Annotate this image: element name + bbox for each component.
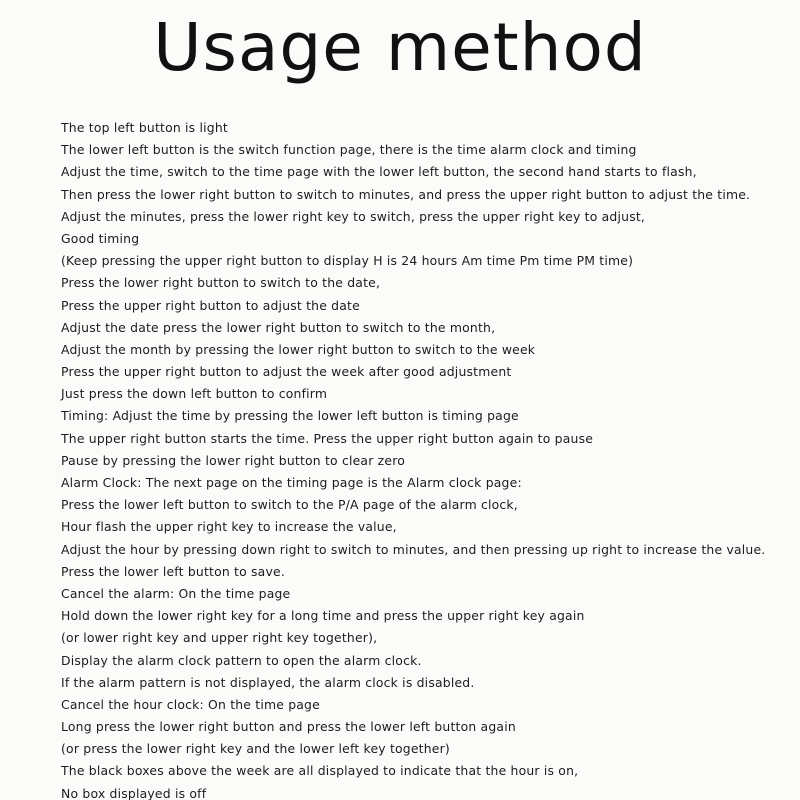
instruction-list [61, 117, 791, 800]
instruction-line: Alarm Clock: The next page on the timing page is the Alarm clock page: [61, 475, 522, 490]
instruction-line: Long press the lower right button and press the lower left button again [61, 719, 516, 735]
instruction-line: No box displayed is off [61, 785, 207, 800]
instruction-line: The black boxes above the week are all displayed to indicate that the hour is on, [61, 763, 579, 779]
instruction-line: Display the alarm clock pattern to open the alarm clock. [61, 652, 422, 668]
instruction-line: Adjust the hour by pressing down right to switch to minutes, and then pressing up right to increase the value. [61, 541, 766, 557]
instruction-line: Press the lower right button to switch to the date, [61, 275, 381, 291]
instruction-line: Good timing [61, 230, 140, 246]
instruction-line: (Keep pressing the upper right button to display H is 24 hours Am time Pm time PM time) [61, 253, 634, 269]
instruction-line: The upper right button starts the time. Press the upper right button again to pause [61, 430, 594, 446]
instruction-line: Hour flash the upper right key to increase the value, [61, 519, 397, 535]
instruction-line: (or press the lower right key and the lower left key together) [61, 741, 450, 757]
instruction-line: Adjust the date press the lower right button to switch to the month, [61, 319, 496, 335]
instruction-line: If the alarm pattern is not displayed, the alarm clock is disabled. [61, 674, 475, 690]
instruction-line: Cancel the alarm: On the time page [61, 585, 291, 601]
instruction-line: The top left button is light [61, 120, 228, 135]
instruction-line: Press the upper right button to adjust the date [61, 297, 360, 313]
instruction-line: Adjust the month by pressing the lower right button to switch to the week [61, 341, 536, 357]
instruction-line: Cancel the hour clock: On the time page [61, 696, 320, 712]
page-title: Usage method [153, 9, 647, 86]
instruction-line: Adjust the minutes, press the lower right key to switch, press the upper right key to adjust, [61, 208, 646, 224]
instruction-line: Press the upper right button to adjust the week after good adjustment [61, 364, 512, 380]
instruction-line: Pause by pressing the lower right button to clear zero [61, 452, 405, 468]
instruction-line: Press the lower left button to switch to the P/A page of the alarm clock, [61, 497, 518, 513]
instruction-line: Hold down the lower right key for a long time and press the upper right key again [61, 608, 585, 624]
instruction-line: The lower left button is the switch function page, there is the time alarm clock and timing [61, 142, 637, 158]
instruction-line: (or lower right key and upper right key together), [61, 630, 378, 646]
instruction-line: Adjust the time, switch to the time page with the lower left button, the second hand starts to flash, [61, 164, 697, 180]
instruction-line: Then press the lower right button to switch to minutes, and press the upper right button to adjust the time. [61, 186, 751, 202]
instruction-line: Press the lower left button to save. [61, 563, 285, 579]
instruction-line: Timing: Adjust the time by pressing the lower left button is timing page [61, 408, 519, 424]
instruction-line: Just press the down left button to confirm [61, 386, 328, 402]
